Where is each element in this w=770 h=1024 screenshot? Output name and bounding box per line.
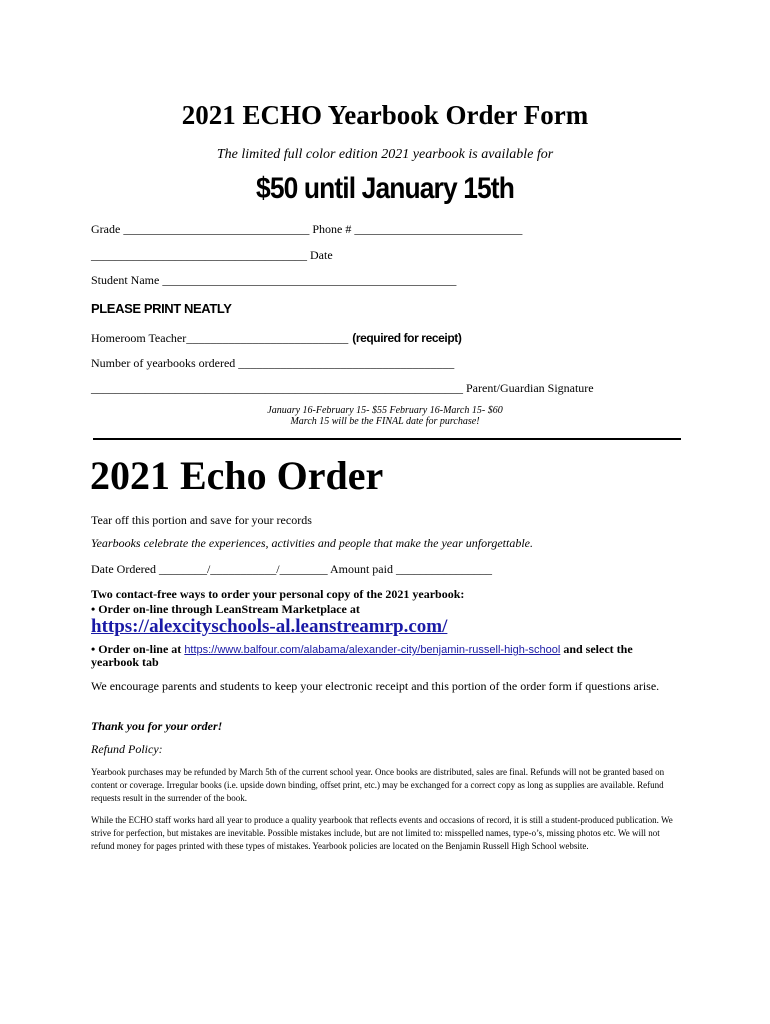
date-amount-line: Date Ordered ________/___________/________ Amount paid ________________ — [91, 562, 492, 576]
thank-you-text: Thank you for your order! — [91, 719, 223, 733]
mistakes-policy-text: While the ECHO staff works hard all year to produce a quality yearbook that reflects events and occasions of record, it is still a student-produced publication. We strive for perfection, but mistakes are inevitable. Possible mistakes include, but are not limited to: misspelled names, type-o’s, missing photos etc. We will not refund money for pages printed with these types of mistakes. Yearbook policies are located on the Benjamin Russell High School website. — [91, 815, 673, 851]
homeroom-row — [91, 329, 461, 347]
price-heading: $50 until January 15th — [256, 172, 514, 205]
balfour-suffix: and select the — [560, 642, 633, 656]
balfour-option — [91, 640, 633, 658]
number-ordered-line: Number of yearbooks ordered ____________________________________ — [91, 356, 455, 370]
print-neatly-label: PLEASE PRINT NEATLY — [91, 301, 232, 316]
homeroom-line: Homeroom Teacher___________________________ — [91, 331, 349, 345]
ways-heading: Two contact-free ways to order your personal copy of the 2021 yearbook: — [91, 587, 465, 601]
subtitle: The limited full color edition 2021 yearbook is available for — [216, 147, 554, 162]
refund-heading: Refund Policy: — [91, 742, 163, 756]
date-line: ____________________________________ Date — [91, 248, 333, 262]
signature-line: ______________________________________________________________ Parent/Guardian Signature — [91, 381, 594, 395]
yearbook-tab-text: yearbook tab — [91, 655, 159, 669]
tear-off-note: Tear off this portion and save for your records — [91, 513, 312, 527]
balfour-prefix: • Order on-line at — [91, 642, 185, 656]
student-name-line: Student Name _________________________________________________ — [91, 273, 457, 287]
grade-phone-line: Grade _______________________________ Phone # ____________________________ — [91, 222, 523, 236]
receipt-heading: 2021 Echo Order — [90, 453, 384, 498]
tear-off-divider — [93, 438, 681, 440]
page-title: 2021 ECHO Yearbook Order Form — [181, 100, 589, 130]
tagline: Yearbooks celebrate the experiences, activities and people that make the year unforgettable. — [91, 536, 533, 550]
leanstream-link[interactable]: https://alexcityschools-al.leanstreamrp.com/ — [91, 616, 448, 637]
leanstream-option: • Order on-line through LeanStream Marketplace at — [91, 602, 360, 616]
homeroom-note: (required for receipt) — [352, 331, 462, 345]
pricing-line-2: March 15 will be the FINAL date for purchase! — [290, 416, 480, 427]
encourage-text: We encourage parents and students to keep your electronic receipt and this portion of the order form if questions arise. — [91, 679, 660, 693]
balfour-link[interactable]: https://www.balfour.com/alabama/alexander-city/benjamin-russell-high-school — [184, 644, 561, 656]
pricing-line-1: January 16-February 15- $55 February 16-March 15- $60 — [267, 405, 503, 416]
refund-policy-text: Yearbook purchases may be refunded by March 5th of the current school year. Once books are distributed, sales are final. Refunds will not be granted based on content or coverage. Irregular books (i.e. upside down binding, offset print, etc.) may be exchanged for a correct copy as long as supplies are available. Refund requests result in the surrender of the book. — [91, 767, 665, 803]
